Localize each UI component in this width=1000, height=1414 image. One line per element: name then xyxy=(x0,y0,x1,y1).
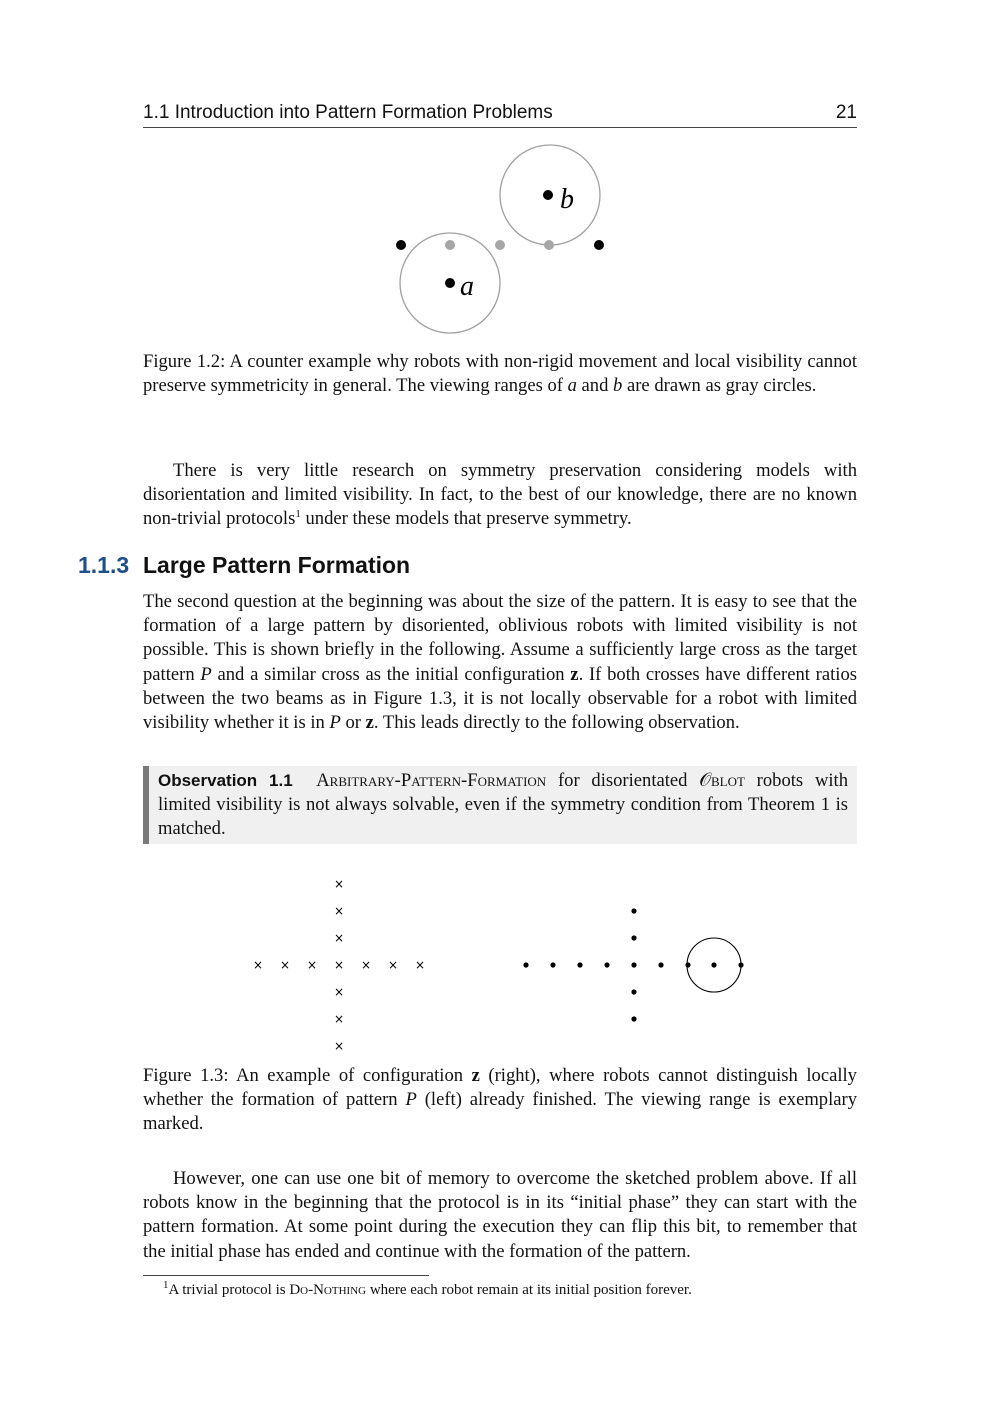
paragraph-symmetry: There is very little research on symmetry preservation considering models with disorientation and limited visibility. In fact, to the best of our knowledge, there are no known non-trivial protocols$^1$ under these models that preserve symmetry. xyxy=(143,460,857,530)
footnote-ref[interactable]: 1 xyxy=(295,508,301,521)
robot-dot xyxy=(711,962,716,967)
robot-right xyxy=(594,240,604,250)
cross-marker: × xyxy=(333,985,345,999)
running-header xyxy=(143,100,857,128)
pattern-cross-left xyxy=(253,877,425,1053)
robot-dot xyxy=(631,989,636,994)
cross-marker: × xyxy=(333,1012,345,1026)
cross-marker: × xyxy=(306,958,318,972)
robot-left xyxy=(396,240,406,250)
cross-marker: × xyxy=(333,958,345,972)
configuration-cross-right xyxy=(523,908,743,1021)
label-b: b xyxy=(560,184,574,215)
paragraph-memory-bit: However, one can use one bit of memory to overcome the sketched problem above. If all robots know in the beginning that the protocol is in its “initial phase” they can start with the pattern formation. At some point during the execution they can flip this bit, to remember that the initial phase has ended and continue with the formation of the pattern. xyxy=(143,1168,857,1262)
observation-text: Observation 1.1 Arbitrary-Pattern-Formation for disorientated 𝒪blot robots with limited visibility is not always solvable, even if the symmetry condition from Theorem 1 is matched. xyxy=(158,770,848,840)
cross-marker: × xyxy=(252,958,264,972)
robot-dot xyxy=(604,962,609,967)
paragraph-large-pattern: The second question at the beginning was about the size of the pattern. It is easy to see that the formation of a large pattern by disoriented, oblivious robots with limited visibility is not possible. This is shown briefly in the following. Assume a sufficiently large cross as the target pattern P and a similar cross as the initial configuration z. If both crosses have different ratios between the two beams as in Figure 1.3, it is not locally observable for a robot with limited visibility whether it is in P or z. This leads directly to the following observation. xyxy=(143,591,857,734)
figure-1-2 xyxy=(380,138,620,338)
footnote: $^1$A trivial protocol is Do-Nothing where each robot remain at its initial position forever. xyxy=(163,1279,692,1298)
robot-dot xyxy=(658,962,663,967)
section-number: 1.1.3 xyxy=(78,552,130,578)
figure-1-3 xyxy=(240,872,760,1057)
robot-a xyxy=(445,278,455,288)
gray-robot-3 xyxy=(544,240,554,250)
robot-dot xyxy=(631,908,636,913)
robot-b xyxy=(543,190,553,200)
robot-dot xyxy=(577,962,582,967)
robot-dot xyxy=(631,935,636,940)
cross-marker: × xyxy=(333,877,345,891)
figure-1-3-caption: Figure 1.3: An example of configuration z (right), where robots cannot distinguish locally whether the formation of pattern P (left) already finished. The viewing range is exemplary marked. xyxy=(143,1065,858,1135)
label-a: a xyxy=(460,271,474,302)
robot-dot xyxy=(685,962,690,967)
robot-dot xyxy=(550,962,555,967)
cross-marker: × xyxy=(333,931,345,945)
section-title: Large Pattern Formation xyxy=(143,552,411,578)
cross-marker: × xyxy=(333,904,345,918)
page-number: 21 xyxy=(835,102,857,123)
robot-dot xyxy=(631,1016,636,1021)
robot-dot xyxy=(631,962,636,967)
cross-marker: × xyxy=(414,958,426,972)
header-title: 1.1 Introduction into Pattern Formation Problems xyxy=(143,102,553,123)
robot-dot xyxy=(523,962,528,967)
observation-label: Observation 1.1 xyxy=(158,771,293,790)
figure-1-2-caption: Figure 1.2: A counter example why robots with non-rigid movement and local visibility cannot preserve symmetricity in general. The viewing ranges of a and b are drawn as gray circles. xyxy=(143,351,857,397)
cross-marker: × xyxy=(387,958,399,972)
gray-robot-2 xyxy=(495,240,505,250)
footnote-rule xyxy=(143,1275,429,1276)
cross-marker: × xyxy=(279,958,291,972)
observation-box xyxy=(143,766,857,844)
gray-robot-1 xyxy=(445,240,455,250)
cross-marker: × xyxy=(360,958,372,972)
cross-marker: × xyxy=(333,1039,345,1053)
